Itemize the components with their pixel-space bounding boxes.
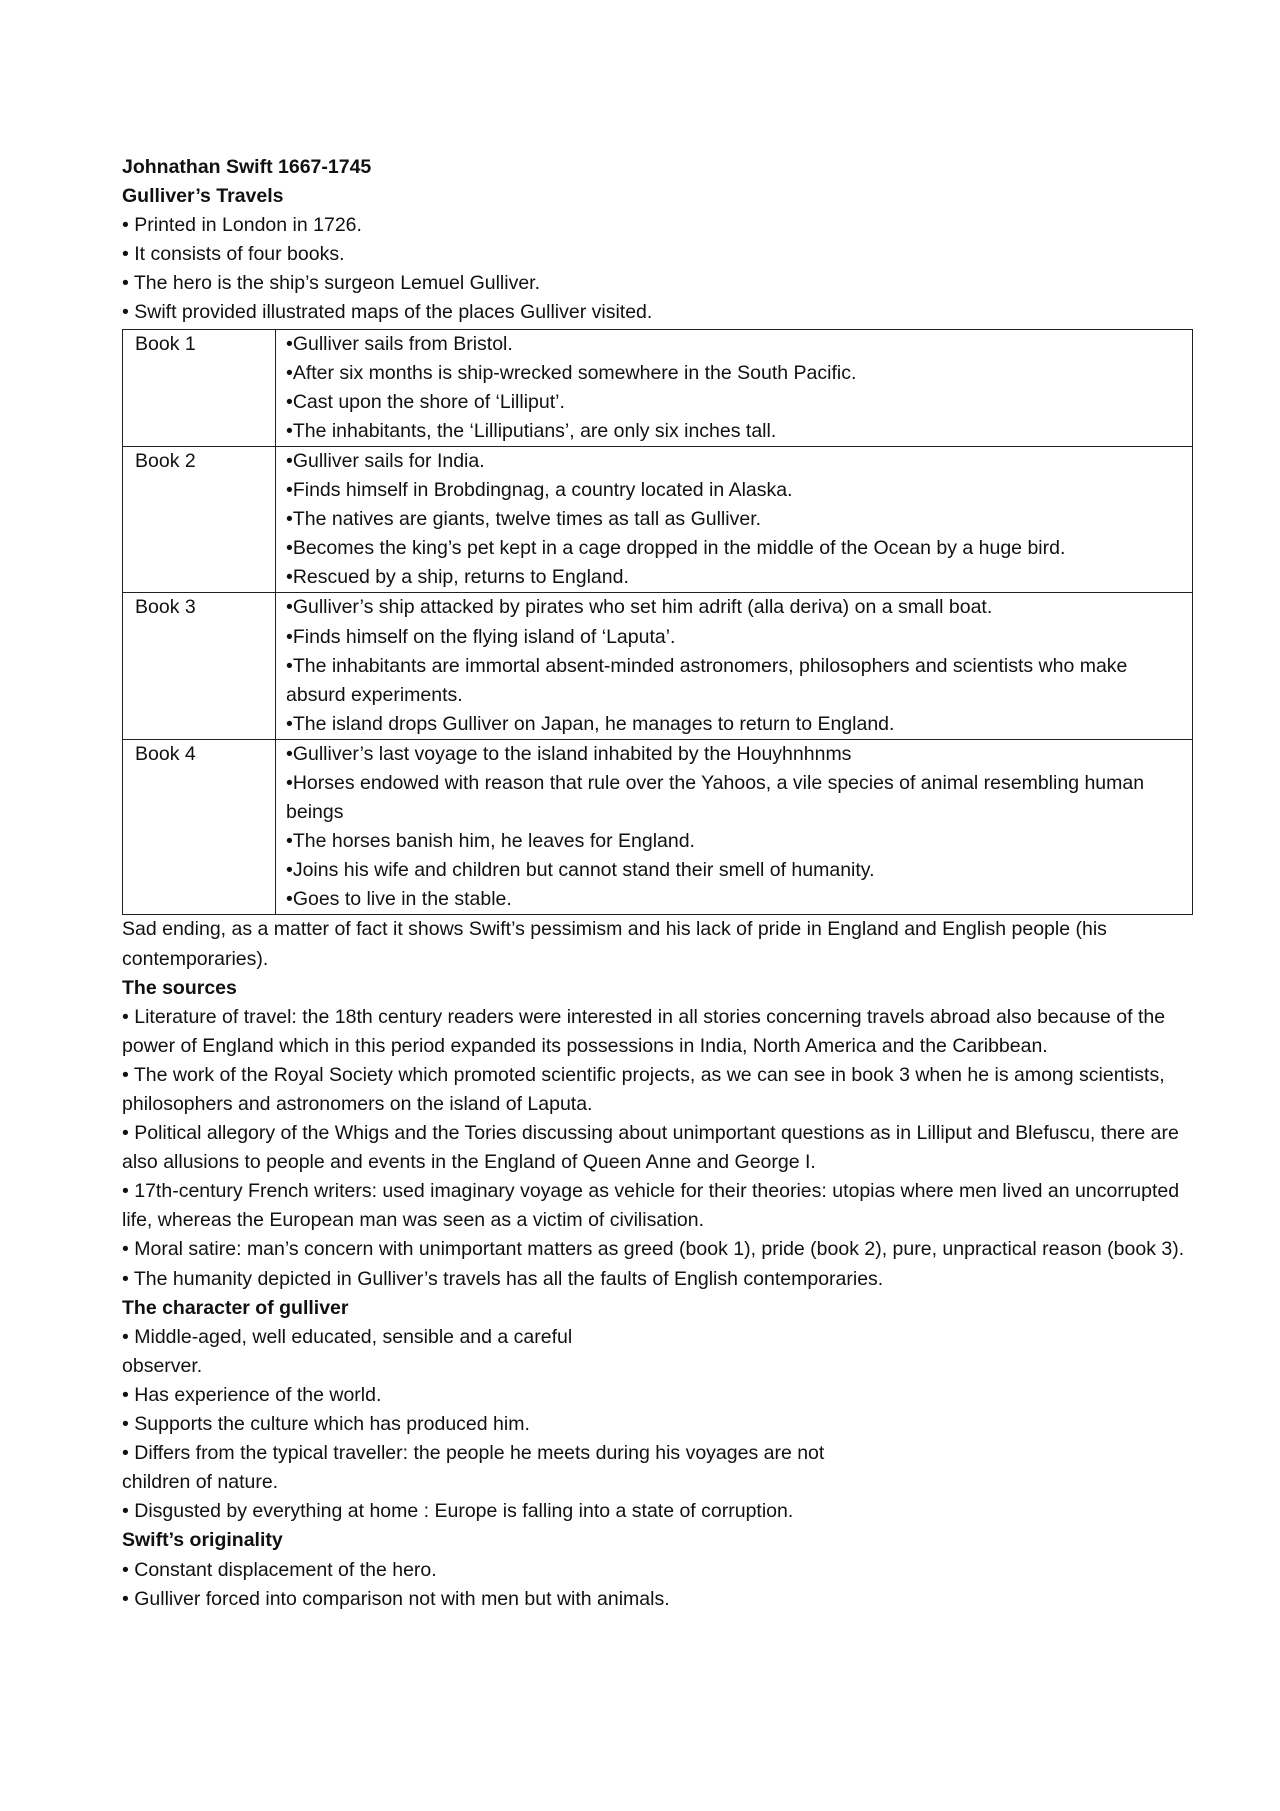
character-line: observer.	[122, 1354, 203, 1377]
sources-item: • The humanity depicted in Gulliver’s travels has all the faults of English contemporaries.	[122, 1267, 884, 1290]
book-point: •Finds himself on the flying island of ‘Laputa’.	[286, 625, 676, 648]
sources-item: • 17th-century French writers: used imaginary voyage as vehicle for their theories: utopias where men lived an uncorrupted life, whereas the European man was seen as a victim of civilisation.	[122, 1180, 1180, 1232]
book-point: •The horses banish him, he leaves for England.	[286, 830, 695, 853]
book-label: Book 1	[123, 329, 276, 446]
intro-item: • It consists of four books.	[122, 243, 345, 266]
ending-paragraph: Sad ending, as a matter of fact it shows Swift’s pessimism and his lack of pride in England and English people (his contemporaries).	[122, 918, 1107, 970]
book-label: Book 4	[123, 739, 276, 915]
book-row	[123, 329, 1193, 446]
character-line: • Middle-aged, well educated, sensible and a careful	[122, 1325, 573, 1348]
intro-item: • The hero is the ship’s surgeon Lemuel Gulliver.	[122, 272, 541, 295]
book-points	[276, 446, 1193, 592]
book-label: Book 3	[123, 593, 276, 739]
book-point: •The island drops Gulliver on Japan, he manages to return to England.	[286, 712, 895, 735]
originality-item: • Constant displacement of the hero.	[122, 1558, 437, 1581]
sources-item: • Political allegory of the Whigs and the Tories discussing about unimportant questions as in Lilliput and Blefuscu, there are also allusions to people and events in the England of Queen Anne and George I.	[122, 1122, 1179, 1174]
book-row	[123, 739, 1193, 915]
character-line: • Differs from the typical traveller: the people he meets during his voyages are not	[122, 1442, 825, 1465]
sources-item: • Literature of travel: the 18th century readers were interested in all stories concerning travels abroad also because of the power of England which in this period expanded its possessions in India, North America and the Caribbean.	[122, 1005, 1166, 1057]
character-line: • Supports the culture which has produced him.	[122, 1413, 530, 1436]
book-row	[123, 593, 1193, 739]
book-points	[276, 593, 1193, 739]
originality-item: • Gulliver forced into comparison not with men but with animals.	[122, 1587, 670, 1610]
book-point: •The inhabitants are immortal absent-minded astronomers, philosophers and scientists who make absurd experiments.	[286, 654, 1128, 706]
book-point: •Cast upon the shore of ‘Lilliput’.	[286, 390, 565, 413]
book-label: Book 2	[123, 446, 276, 592]
book-points	[276, 739, 1193, 915]
book-point: •Goes to live in the stable.	[286, 888, 512, 911]
book-point: •Gulliver sails for India.	[286, 449, 485, 472]
intro-item: • Swift provided illustrated maps of the places Gulliver visited.	[122, 301, 653, 324]
book-point: •Gulliver’s last voyage to the island inhabited by the Houyhnhnms	[286, 742, 852, 765]
book-point: •The natives are giants, twelve times as tall as Gulliver.	[286, 508, 762, 531]
document-body	[122, 153, 1192, 1614]
character-line: • Has experience of the world.	[122, 1383, 382, 1406]
book-point: •Rescued by a ship, returns to England.	[286, 566, 629, 589]
document-title: Johnathan Swift 1667-1745	[122, 156, 372, 178]
sources-item: • Moral satire: man’s concern with unimportant matters as greed (book 1), pride (book 2), pure, unpractical reason (book 3).	[122, 1238, 1185, 1261]
books-table	[122, 329, 1193, 916]
character-line: • Disgusted by everything at home : Europe is falling into a state of corruption.	[122, 1500, 794, 1523]
book-points	[276, 329, 1193, 446]
book-point: •Gulliver sails from Bristol.	[286, 332, 513, 355]
sources-heading: The sources	[122, 976, 237, 999]
book-point: •Gulliver’s ship attacked by pirates who set him adrift (alla deriva) on a small boat.	[286, 596, 993, 619]
originality-heading: Swift’s originality	[122, 1529, 283, 1552]
character-heading: The character of gulliver	[122, 1296, 349, 1319]
book-point: •Finds himself in Brobdingnag, a country located in Alaska.	[286, 479, 793, 502]
book-point: •Becomes the king’s pet kept in a cage dropped in the middle of the Ocean by a huge bird.	[286, 537, 1066, 560]
intro-item: • Printed in London in 1726.	[122, 214, 362, 237]
document-subtitle: Gulliver’s Travels	[122, 185, 284, 208]
book-point: •Horses endowed with reason that rule over the Yahoos, a vile species of animal resembling human beings	[286, 771, 1145, 824]
book-point: •Joins his wife and children but cannot stand their smell of humanity.	[286, 859, 875, 882]
book-point: •After six months is ship-wrecked somewhere in the South Pacific.	[286, 361, 857, 384]
sources-item: • The work of the Royal Society which promoted scientific projects, as we can see in book 3 when he is among scientists, philosophers and astronomers on the island of Laputa.	[122, 1063, 1165, 1115]
book-point: •The inhabitants, the ‘Lilliputians’, are only six inches tall.	[286, 419, 777, 442]
character-line: children of nature.	[122, 1471, 279, 1494]
book-row	[123, 446, 1193, 592]
